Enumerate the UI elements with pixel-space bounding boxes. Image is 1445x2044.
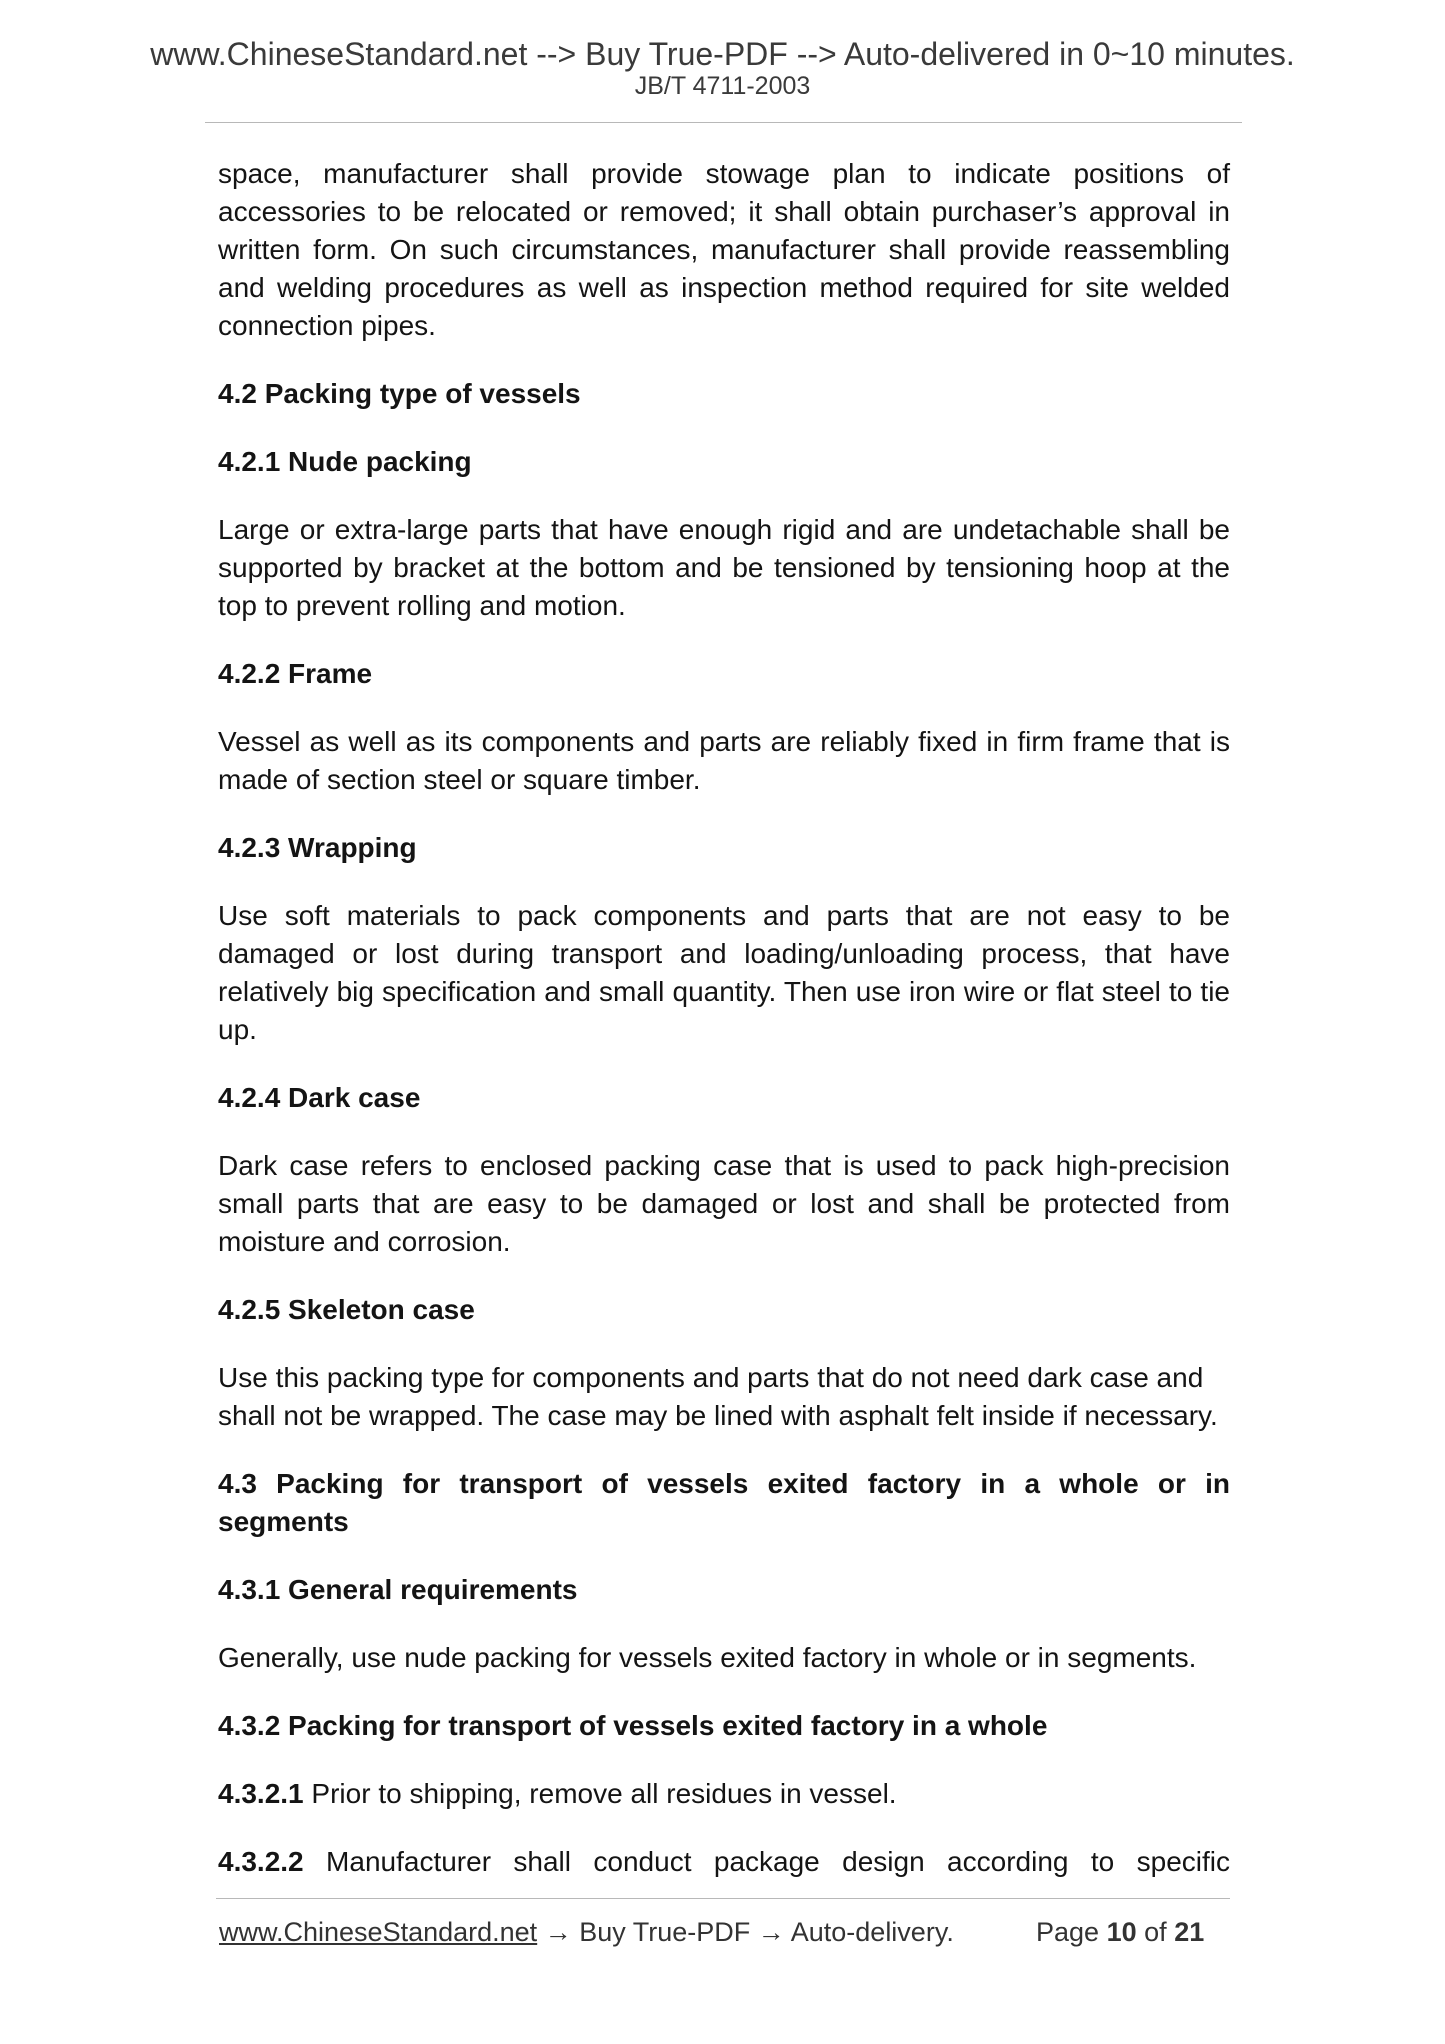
page-footer — [219, 1919, 1229, 1946]
document-body — [218, 155, 1230, 1911]
section-4-2-5-text: Use this packing type for components and parts that do not need dark case and shall not be wrapped. The case may be lined with asphalt felt inside if necessary. — [218, 1362, 1218, 1431]
total-pages-number: 21 — [1174, 1917, 1205, 1947]
section-4-3-1-text: Generally, use nude packing for vessels exited factory in whole or in segments. — [218, 1642, 1197, 1673]
section-4-2-heading: 4.2 Packing type of vessels — [218, 378, 581, 409]
section-4-2-1-text: Large or extra-large parts that have enough rigid and are undetachable shall be supported by bracket at the bottom and be tensioned by tensioning hoop at the top to prevent rolling and motion. — [218, 514, 1230, 621]
clause-4-3-2-1 — [218, 1775, 1230, 1813]
footer-site-link[interactable]: www.ChineseStandard.net — [219, 1917, 538, 1947]
section-4-3-heading: 4.3 Packing for transport of vessels exited factory in a whole or in segments — [218, 1468, 1230, 1537]
section-4-2-5-heading: 4.2.5 Skeleton case — [218, 1294, 475, 1325]
section-4-2-2-text: Vessel as well as its components and parts are reliably fixed in firm frame that is made of section steel or square timber. — [218, 726, 1230, 795]
section-4-2-3-text: Use soft materials to pack components and parts that are not easy to be damaged or lost during transport and loading/unloading process, that have relatively big specification and small quantity. Then use iron wire or flat steel to tie up. — [218, 900, 1230, 1045]
clause-4-3-2-1-number: 4.3.2.1 — [218, 1778, 304, 1809]
header-banner: www.ChineseStandard.net --> Buy True-PDF --> Auto-delivered in 0~10 minutes. — [150, 36, 1295, 72]
section-4-2-1-heading: 4.2.1 Nude packing — [218, 446, 472, 477]
section-4-3-1-heading: 4.3.1 General requirements — [218, 1574, 578, 1605]
section-4-2-4-heading: 4.2.4 Dark case — [218, 1082, 421, 1113]
section-4-2-2-heading: 4.2.2 Frame — [218, 658, 373, 689]
clause-4-3-2-2 — [218, 1843, 1230, 1881]
section-4-2-3-heading: 4.2.3 Wrapping — [218, 832, 417, 863]
clause-4-3-2-1-text: Prior to shipping, remove all residues in vessel. — [311, 1778, 897, 1809]
header-divider — [205, 122, 1242, 123]
section-4-3-2-heading: 4.3.2 Packing for transport of vessels exited factory in a whole — [218, 1710, 1048, 1741]
page-label: Page — [1036, 1917, 1100, 1947]
footer-tagline: → Buy True-PDF → Auto-delivery. — [537, 1917, 954, 1947]
section-4-2-4-text: Dark case refers to enclosed packing case that is used to pack high-precision small parts that are easy to be damaged or lost and shall be protected from moisture and corrosion. — [218, 1150, 1230, 1257]
clause-4-3-2-2-number: 4.3.2.2 — [218, 1846, 304, 1877]
document-id: JB/T 4711-2003 — [634, 72, 811, 100]
current-page-number: 10 — [1106, 1917, 1137, 1947]
footer-divider — [216, 1898, 1230, 1899]
page-indicator — [1036, 1919, 1204, 1946]
clause-4-3-2-2-text: Manufacturer shall conduct package design according to specific — [326, 1846, 1230, 1877]
of-label: of — [1144, 1917, 1167, 1947]
intro-paragraph: space, manufacturer shall provide stowage plan to indicate positions of accessories to be relocated or removed; it shall obtain purchaser’s approval in written form. On such circumstances, manufacturer shall provide reassembling and welding procedures as well as inspection method required for site welded connection pipes. — [218, 158, 1230, 341]
